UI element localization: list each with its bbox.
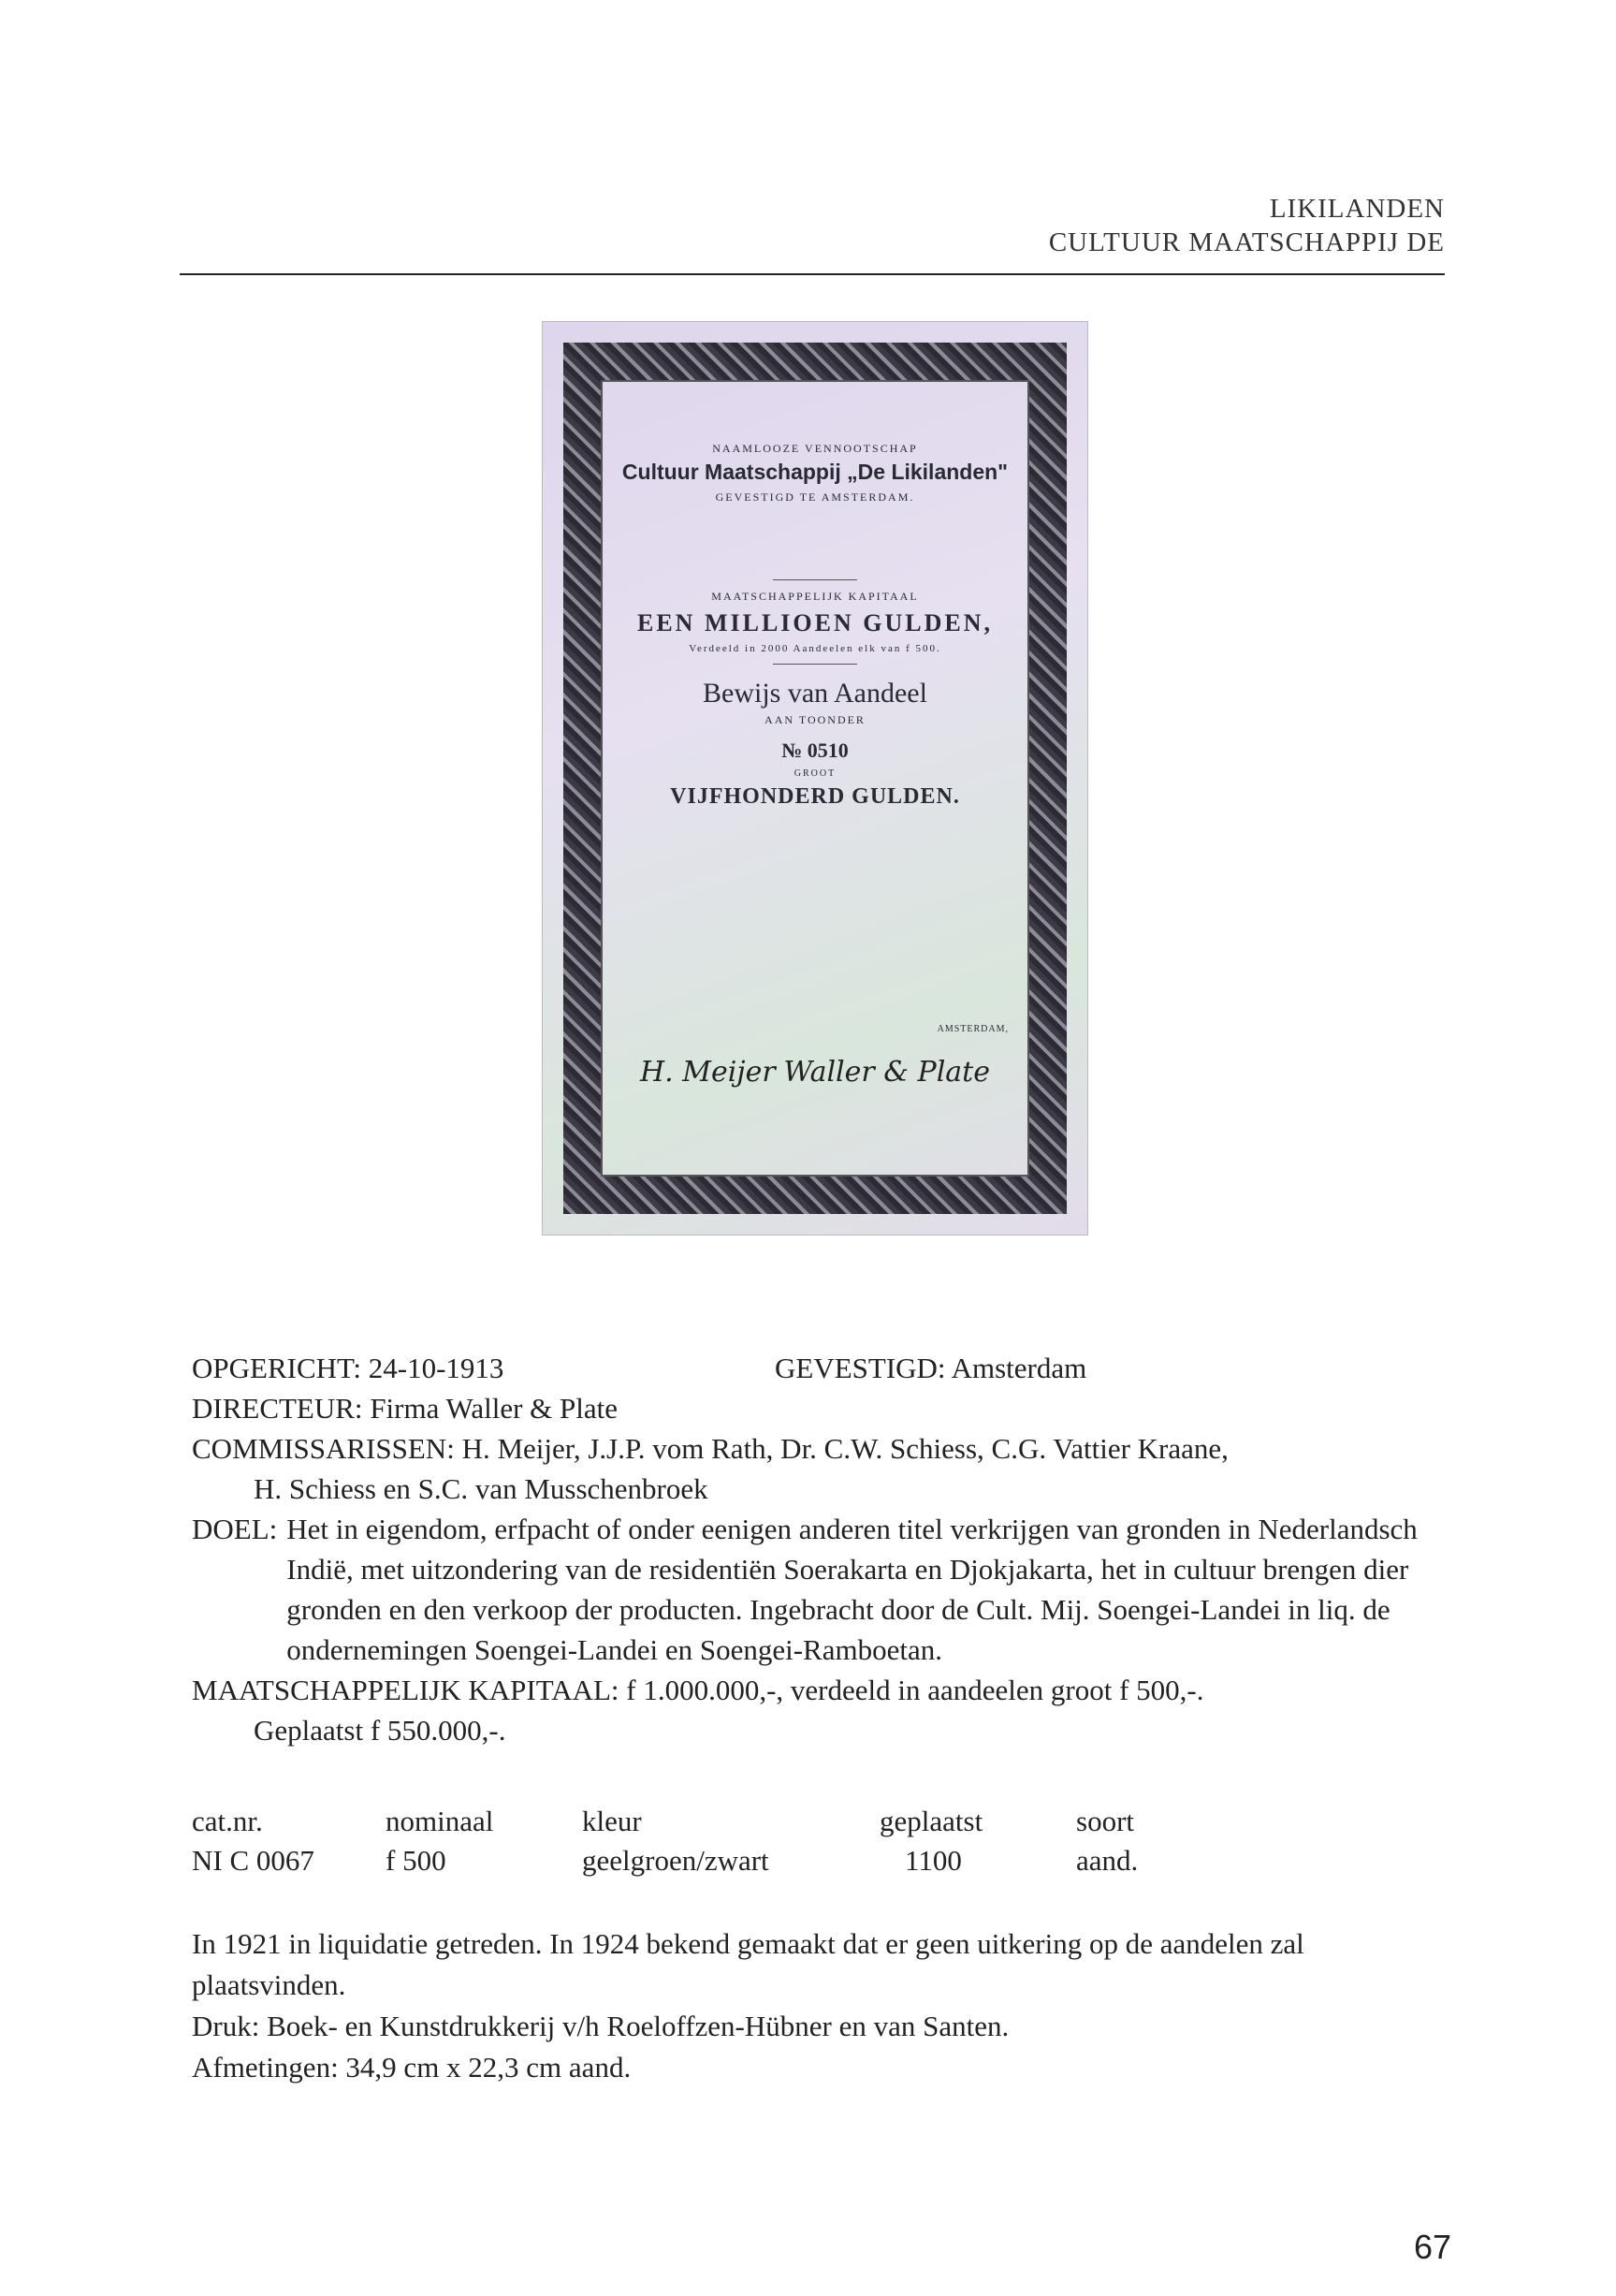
header-rule <box>180 273 1445 275</box>
cert-place-date: AMSTERDAM, <box>937 1024 1009 1034</box>
commissarissen-value-2: H. Schiess en S.C. van Musschenbroek <box>254 1472 708 1505</box>
col-header-geplaatst: geplaatst <box>880 1805 983 1837</box>
header-line-2: CULTUUR MAATSCHAPPIJ DE <box>1048 227 1445 257</box>
cell-catnr: NI C 0067 <box>192 1844 314 1877</box>
doel-row <box>192 1509 1446 1670</box>
gevestigd-label: GEVESTIGD: <box>775 1352 946 1384</box>
cert-company-name: Cultuur Maatschappij „De Likilanden" <box>621 460 1009 484</box>
cert-bearer: AAN TOONDER <box>764 713 866 726</box>
opgericht-value: 24-10-1913 <box>368 1352 504 1384</box>
note-liquidation: In 1921 in liquidatie getreden. In 1924 bekend gemaakt dat er geen uitkering op de aandelen zal plaatsvinden. <box>192 1927 1304 2001</box>
note-druk: Druk: Boek- en Kunstdrukkerij v/h Roeloffzen-Hübner en van Santen. <box>192 2010 1010 2042</box>
catalog-row <box>192 1841 1221 1880</box>
doel-text: Het in eigendom, erfpacht of onder eenigen anderen titel verkrijgen van gronden in Nederlandsch Indië, met uitzondering van de residentiën Soerakarta en Djokjakarta, het in cultuur brengen dier gronden en den verkoop der producten. Ingebracht door de Cult. Mij. Soengei-Landei in liq. de ondernemingen Soengei-Landei en Soengei-Ramboetan. <box>286 1513 1418 1666</box>
signature-right: Waller & Plate <box>783 1056 990 1089</box>
cert-divider <box>773 664 857 665</box>
cert-signatures <box>640 1056 990 1089</box>
running-header <box>1049 192 1445 259</box>
signature-left: H. Meijer <box>640 1056 776 1089</box>
commissarissen-label: COMMISSARISSEN: <box>192 1432 455 1465</box>
company-details <box>192 1348 1446 1750</box>
catalog-header-row <box>192 1802 1221 1841</box>
commissarissen-value-1: H. Meijer, J.J.P. vom Rath, Dr. C.W. Schiess, C.G. Vattier Kraane, <box>461 1432 1229 1465</box>
cert-capital-label: MAATSCHAPPELIJK KAPITAAL <box>711 590 919 603</box>
header-line-1: LIKILANDEN <box>1269 194 1445 224</box>
geplaatst-value: Geplaatst f 550.000,-. <box>254 1714 506 1747</box>
cert-company-type: NAAMLOOZE VENNOOTSCHAP <box>712 442 918 455</box>
col-header-nominaal: nominaal <box>386 1805 494 1837</box>
col-header-soort: soort <box>1076 1805 1134 1837</box>
cert-title: Bewijs van Aandeel <box>703 678 927 709</box>
cert-divider <box>773 579 857 580</box>
col-header-catnr: cat.nr. <box>192 1805 263 1837</box>
notes <box>192 1923 1446 2088</box>
directeur-label: DIRECTEUR: <box>192 1392 363 1425</box>
opgericht-label: OPGERICHT: <box>192 1352 362 1384</box>
cert-value: VIJFHONDERD GULDEN. <box>670 784 960 809</box>
opgericht-row <box>192 1348 1446 1388</box>
doel-label: DOEL: <box>192 1513 278 1545</box>
kapitaal-row <box>192 1670 1446 1710</box>
certificate-content <box>601 380 1029 1177</box>
kapitaal-value: f 1.000.000,-, verdeeld in aandeelen groot f 500,-. <box>626 1674 1204 1706</box>
cert-capital: EEN MILLIOEN GULDEN, <box>637 609 993 636</box>
cert-groot: GROOT <box>793 768 837 779</box>
commissarissen-row <box>192 1428 1446 1469</box>
cell-nominaal: f 500 <box>386 1844 446 1877</box>
catalog-table <box>192 1802 1221 1880</box>
cell-soort: aand. <box>1076 1844 1139 1877</box>
cert-number: № 0510 <box>781 739 849 762</box>
page-number: 67 <box>1413 2228 1451 2266</box>
gevestigd-value: Amsterdam <box>951 1352 1087 1384</box>
share-certificate-image <box>543 322 1087 1235</box>
cert-seat: GEVESTIGD TE AMSTERDAM. <box>715 490 915 504</box>
directeur-row <box>192 1388 1446 1428</box>
gevestigd <box>775 1348 1086 1388</box>
cell-geplaatst: 1100 <box>905 1844 962 1877</box>
note-afmetingen: Afmetingen: 34,9 cm x 22,3 cm aand. <box>192 2051 632 2084</box>
kapitaal-label: MAATSCHAPPELIJK KAPITAAL: <box>192 1674 619 1706</box>
directeur-value: Firma Waller & Plate <box>370 1392 618 1425</box>
cert-divided: Verdeeld in 2000 Aandeelen elk van f 500. <box>689 643 941 654</box>
col-header-kleur: kleur <box>582 1805 642 1837</box>
cell-kleur: geelgroen/zwart <box>582 1844 769 1877</box>
